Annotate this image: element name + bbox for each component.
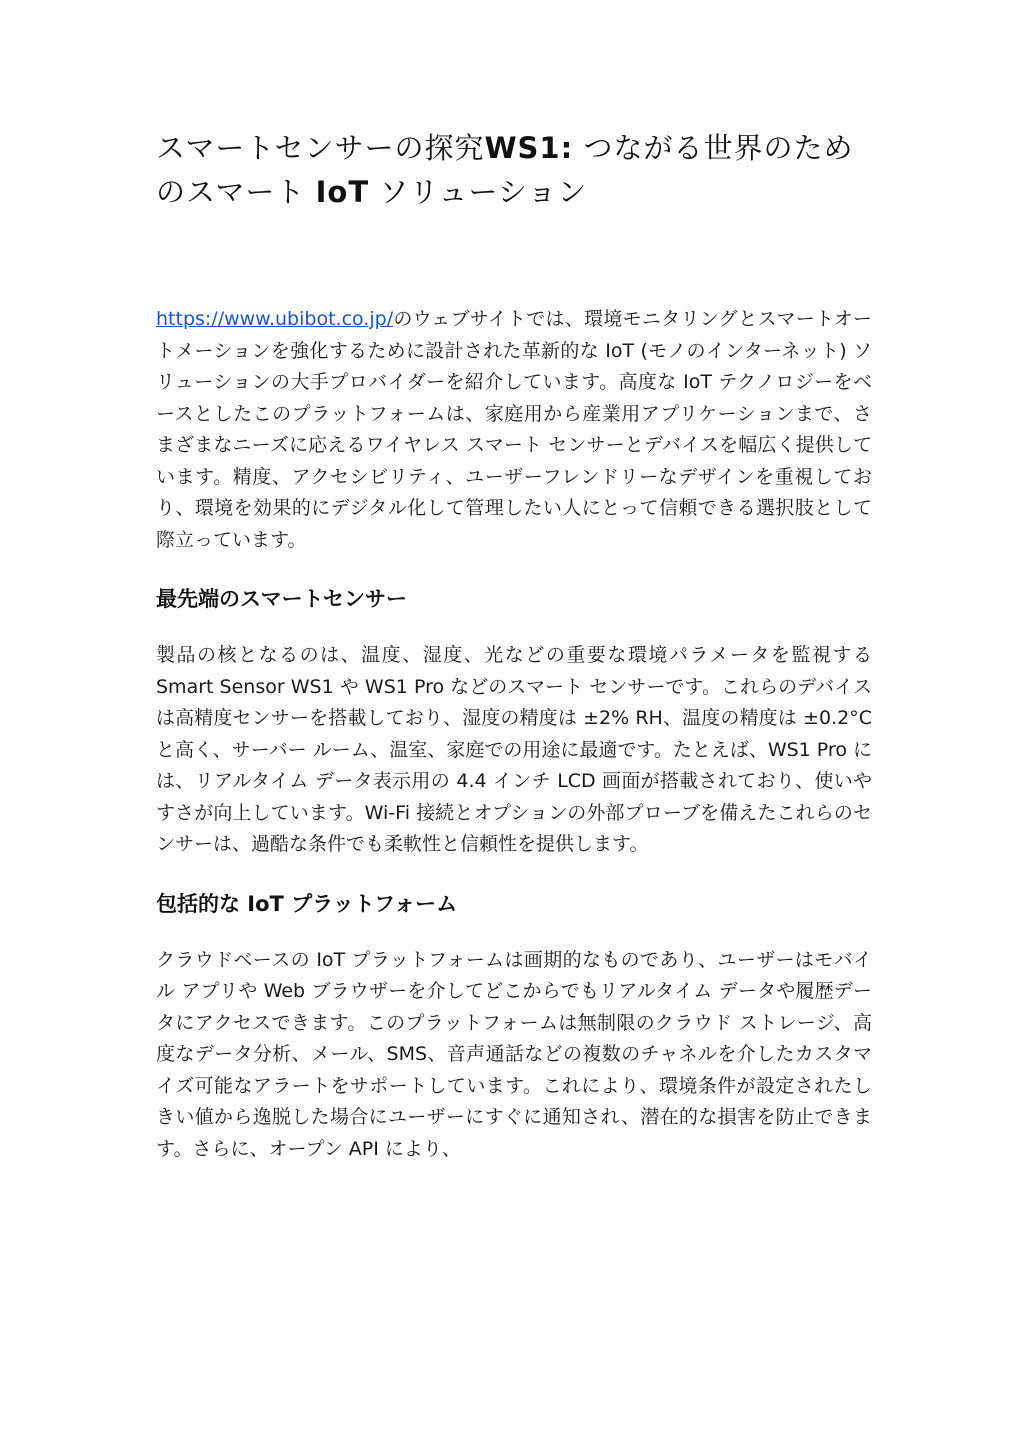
section-body-platform: クラウドベースの IoT プラットフォームは画期的なものであり、ユーザーはモバイル アプリや Web ブラウザーを介してどこからでもリアルタイム データや履歴データにアクセスできます。このプラットフォームは無制限のクラウド ストレージ、高度なデータ分析、メール、SMS、音声通話などの複数のチャネルを介したカスタマイズ可能なアラートをサポートしています。これにより、環境条件が設定されたしきい値から逸脱した場合にユーザーにすぐに通知され、潜在的な損害を防止できます。さらに、オープン API により、 <box>156 948 872 1160</box>
title-part-c: つながる世界のためのスマート <box>156 131 854 209</box>
intro-paragraph <box>156 304 872 556</box>
section-heading-platform: 包括的な IoT プラットフォーム <box>156 891 458 916</box>
section-heading-sensors: 最先端のスマートセンサー <box>156 587 407 611</box>
section-body-sensors: 製品の核となるのは、温度、湿度、光などの重要な環境パラメータを監視する Smart Sensor WS1 や WS1 Pro などのスマート センサーです。これらのデバイスは高精度センサーを搭載しており、湿度の精度は ±2% RH、温度の精度は ±0.2°C と高く、サーバー ルーム、温室、家庭での用途に最適です。たとえば、WS1 Pro には、リアルタイム データ表示用の 4.4 インチ LCD 画面が搭載されており、使いやすさが向上しています。Wi-Fi 接続とオプションの外部プローブを備えたこれらのセンサーは、過酷な条件でも柔軟性と信頼性を提供します。 <box>156 644 872 855</box>
title-part-d: IoT <box>315 175 370 209</box>
title-part-a: スマートセンサーの探究 <box>156 131 485 165</box>
intro-text: のウェブサイトでは、環境モニタリングとスマートオートメーションを強化するために設計された革新的な IoT (モノのインターネット) ソリューションの大手プロバイダーを紹介しています。高度な IoT テクノロジーをベースとしたこのプラットフォームは、家庭用から産業用アプリケーションまで、さまざまなニーズに応えるワイヤレス スマート センサーとデバイスを幅広く提供しています。精度、アクセシビリティ、ユーザーフレンドリーなデザインを重視しており、環境を効果的にデジタル化して管理したい人にとって信頼できる選択肢として際立っています。 <box>156 308 872 551</box>
website-link[interactable]: https://www.ubibot.co.jp/ <box>156 308 394 330</box>
document-content <box>156 126 872 1165</box>
title-part-b: WS1: <box>484 131 574 165</box>
title-part-e: ソリューション <box>379 175 588 209</box>
document-title <box>156 126 872 214</box>
